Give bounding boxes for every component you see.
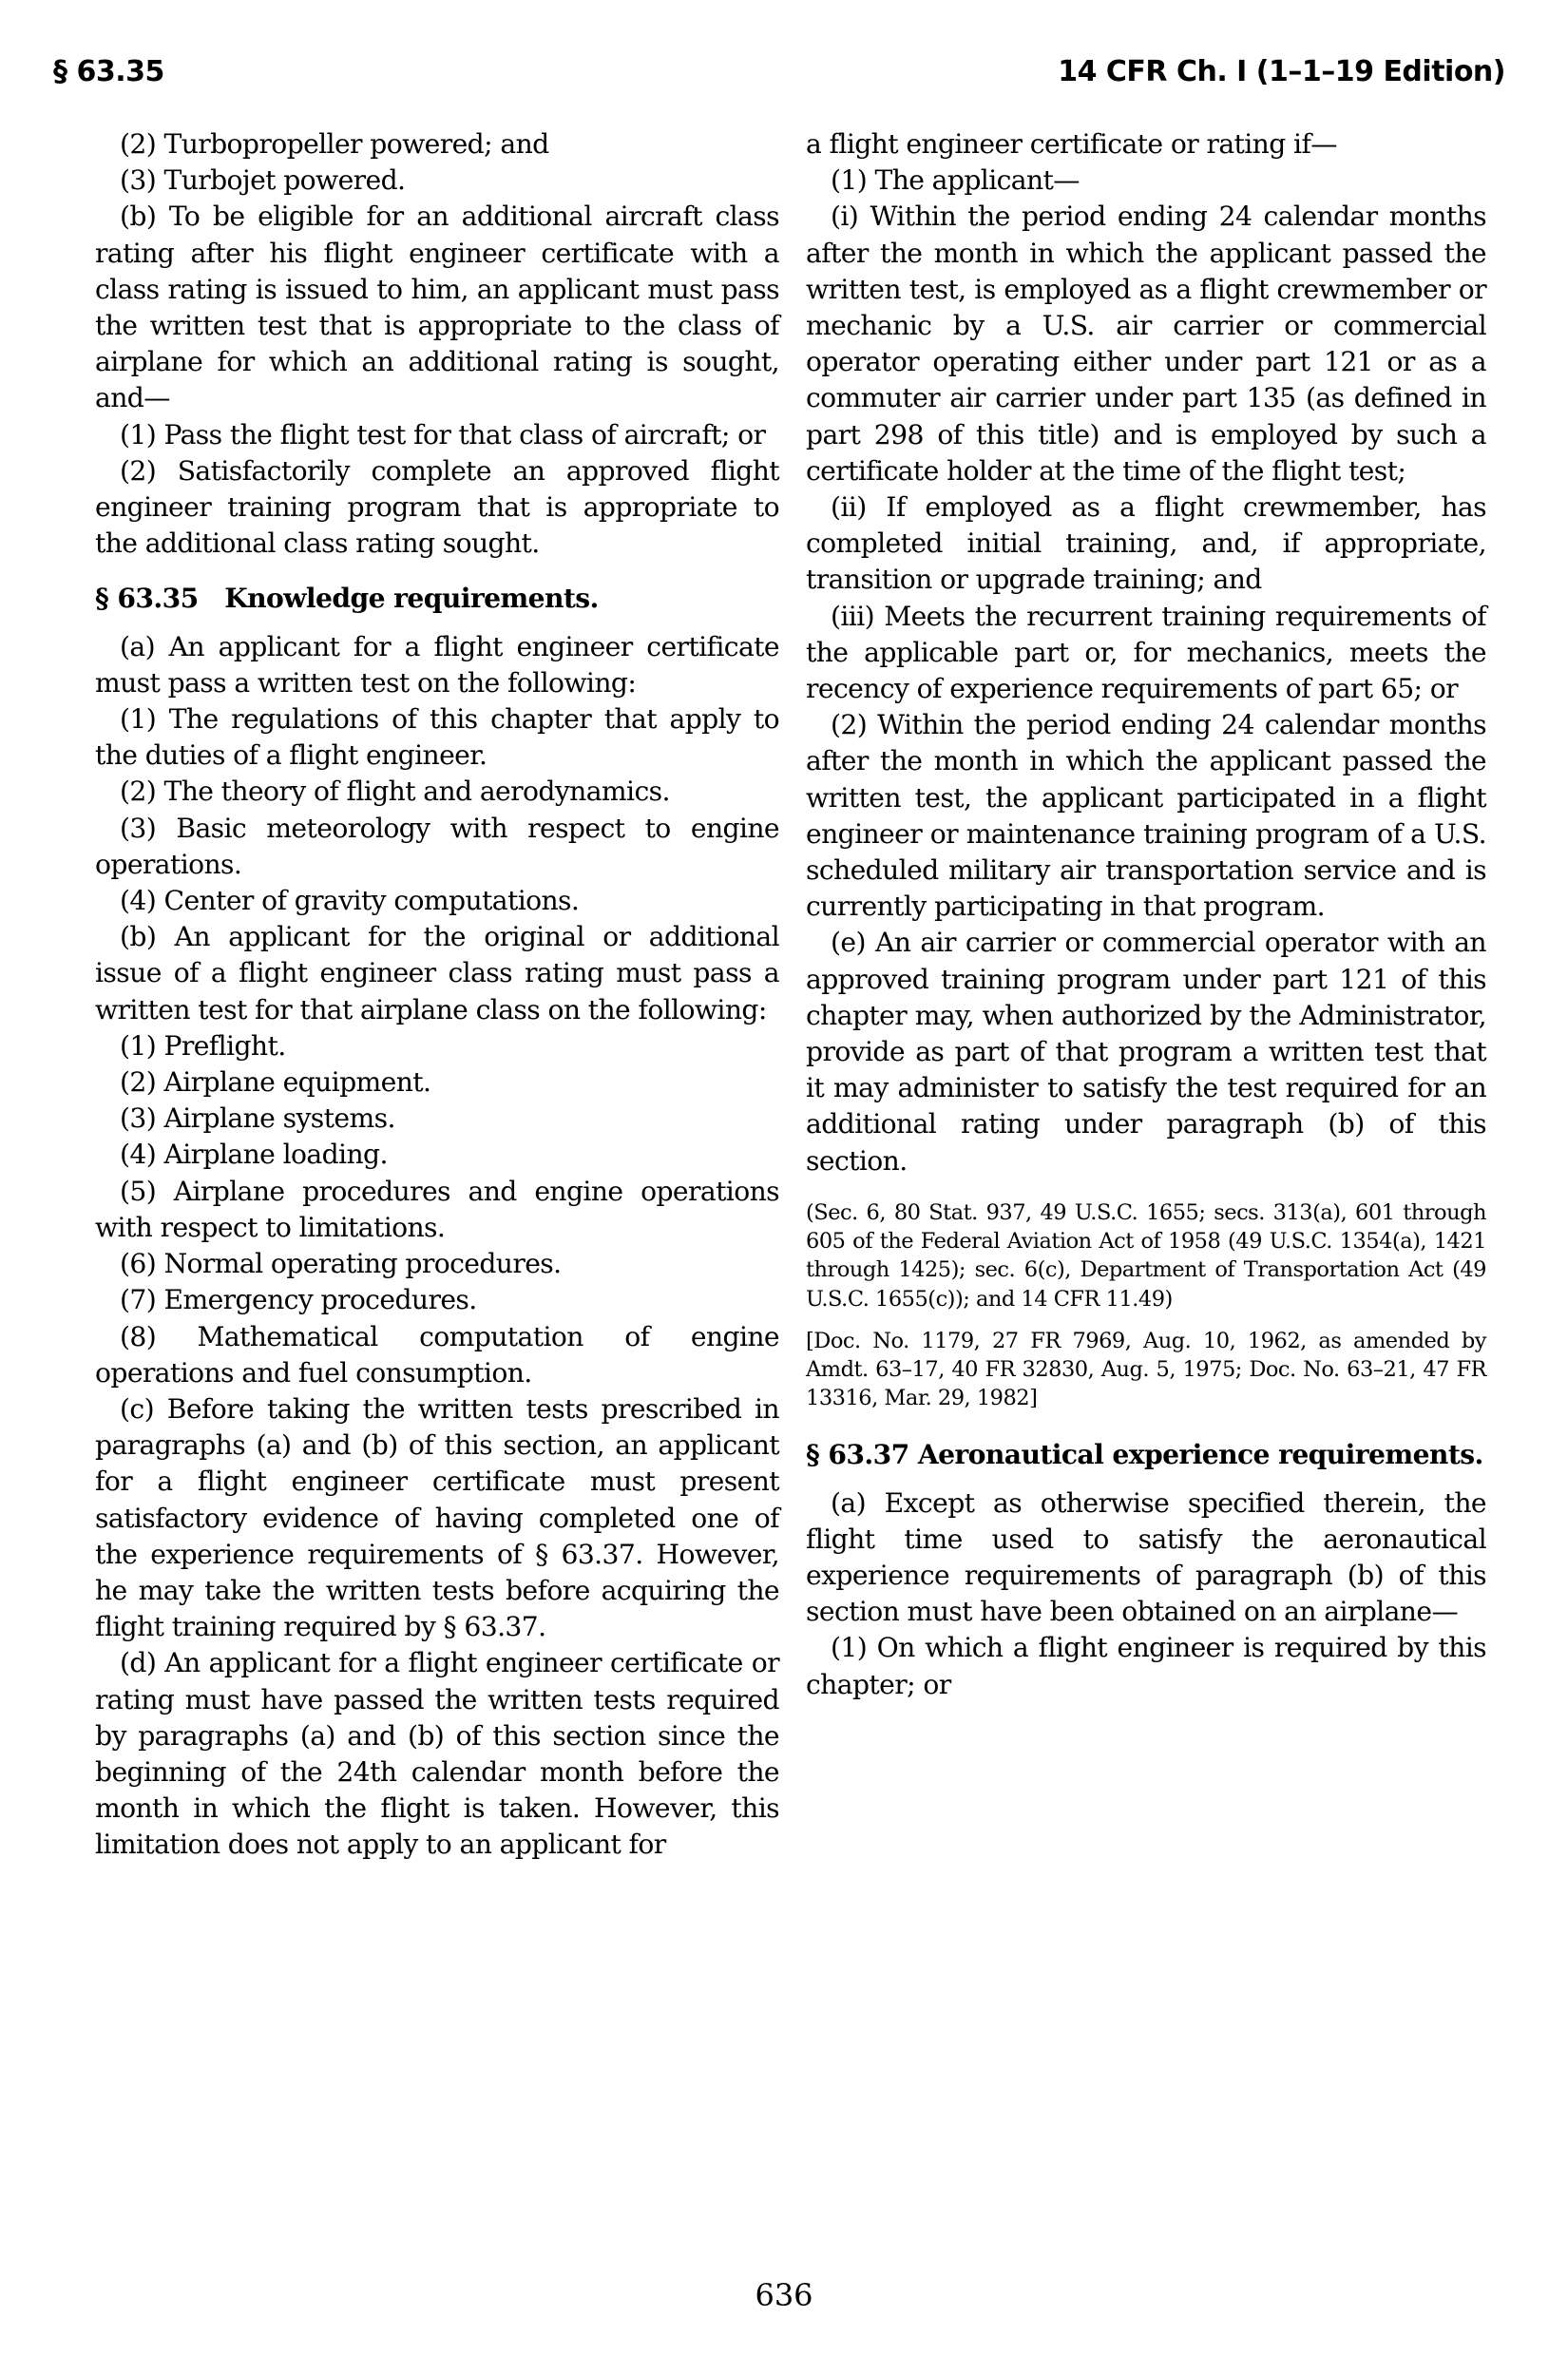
paragraph: (4) Center of gravity computations. [120, 885, 580, 917]
source-citation: [Doc. No. 1179, 27 FR 7969, Aug. 10, 1962, as amended by Amdt. 63–17, 40 FR 32830, Aug. 5, 1975; Doc. No. 63–21, 47 FR 13316, Mar. 29, 1982] [806, 1328, 1486, 1411]
paragraph: (2) Satisfactorily complete an approved flight engineer training program that is appropriate to the additional class rating sought. [95, 454, 779, 560]
paragraph: (a) Except as otherwise specified therein, the flight time used to satisfy the aeronautical experience requirements of paragraph (b) of this section must have been obtained on an airplane— [806, 1486, 1486, 1628]
paragraph: (1) On which a flight engineer is required by this chapter; or [806, 1632, 1486, 1700]
paragraph: (2) Airplane equipment. [120, 1066, 431, 1099]
paragraph: (3) Turbojet powered. [120, 164, 406, 197]
paragraph: (1) Preflight. [120, 1029, 286, 1062]
paragraph: (2) Turbopropeller powered; and [120, 128, 549, 160]
paragraph: (4) Airplane loading. [120, 1139, 388, 1171]
paragraph-continuation: a flight engineer certificate or rating if— [806, 128, 1337, 160]
section-heading-63-35: § 63.35 Knowledge requirements. [95, 583, 599, 615]
paragraph: (7) Emergency procedures. [120, 1284, 477, 1316]
paragraph: (c) Before taking the written tests prescribed in paragraphs (a) and (b) of this section, an applicant for a flight engineer certificate must present satisfactory evidence of having completed one of the experience requirements of § 63.37. However, he may take the written tests before acquiring the flight training required by § 63.37. [95, 1392, 779, 1643]
page-number: 636 [755, 2277, 813, 2313]
paragraph: (1) The applicant— [831, 164, 1080, 197]
right-column [806, 126, 1486, 1703]
paragraph: (d) An applicant for a flight engineer certificate or rating must have passed the written tests required by paragraphs (a) and (b) of this section since the beginning of the 24th calendar month before the month in which the flight is taken. However, this limitation does not apply to an applicant for [95, 1647, 779, 1861]
paragraph: (b) To be eligible for an additional aircraft class rating after his flight engineer certificate with a class rating is issued to him, an applicant must pass the written test that is appropriate to the class of airplane for which an additional rating is sought, and— [95, 201, 779, 414]
running-head-section: § 63.35 [53, 55, 164, 88]
paragraph: (8) Mathematical computation of engine operations and fuel consumption. [95, 1320, 779, 1389]
paragraph: (3) Airplane systems. [120, 1102, 395, 1135]
left-column [95, 126, 779, 1864]
running-head-edition: 14 CFR Ch. I (1–1–19 Edition) [1058, 55, 1505, 88]
paragraph: (1) The regulations of this chapter that apply to the duties of a flight engineer. [95, 703, 779, 772]
paragraph: (e) An air carrier or commercial operator with an approved training program under part 121 of this chapter may, when authorized by the Administrator, provide as part of that program a written test that it may administer to satisfy the test required for an additional rating under paragraph (b) of this section. [806, 927, 1486, 1177]
paragraph: (a) An applicant for a flight engineer certificate must pass a written test on the following: [95, 630, 779, 699]
paragraph: (i) Within the period ending 24 calendar months after the month in which the applicant passed the written test, is employed as a flight crewmember or mechanic by a U.S. air carrier or commercial operator operating either under part 121 or as a commuter air carrier under part 135 (as defined in part 298 of this title) and is employed by such a certificate holder at the time of the flight test; [806, 201, 1486, 487]
paragraph: (ii) If employed as a flight crewmember, has completed initial training, and, if appropriate, transition or upgrade training; and [806, 491, 1486, 596]
authority-citation: (Sec. 6, 80 Stat. 937, 49 U.S.C. 1655; secs. 313(a), 601 through 605 of the Federal Aviation Act of 1958 (49 U.S.C. 1354(a), 1421 through 1425); sec. 6(c), Department of Transportation Act (49 U.S.C. 1655(c)); and 14 CFR 11.49) [806, 1199, 1486, 1312]
paragraph: (1) Pass the flight test for that class of aircraft; or [120, 418, 766, 450]
paragraph: (b) An applicant for the original or additional issue of a flight engineer class rating must pass a written test for that airplane class on the following: [95, 921, 779, 1025]
section-heading-63-37: § 63.37 Aeronautical experience requirements. [806, 1439, 1483, 1471]
paragraph: (2) The theory of flight and aerodynamics. [120, 776, 670, 808]
paragraph: (3) Basic meteorology with respect to engine operations. [95, 812, 779, 880]
paragraph: (5) Airplane procedures and engine operations with respect to limitations. [95, 1175, 779, 1243]
paragraph: (6) Normal operating procedures. [120, 1248, 562, 1280]
paragraph: (iii) Meets the recurrent training requirements of the applicable part or, for mechanics, meets the recency of experience requirements of part 65; or [806, 600, 1486, 705]
paragraph: (2) Within the period ending 24 calendar months after the month in which the applicant passed the written test, the applicant participated in a flight engineer or maintenance training program of a U.S. scheduled military air transportation service and is currently participating in that program. [806, 709, 1486, 923]
running-head [53, 55, 1505, 99]
